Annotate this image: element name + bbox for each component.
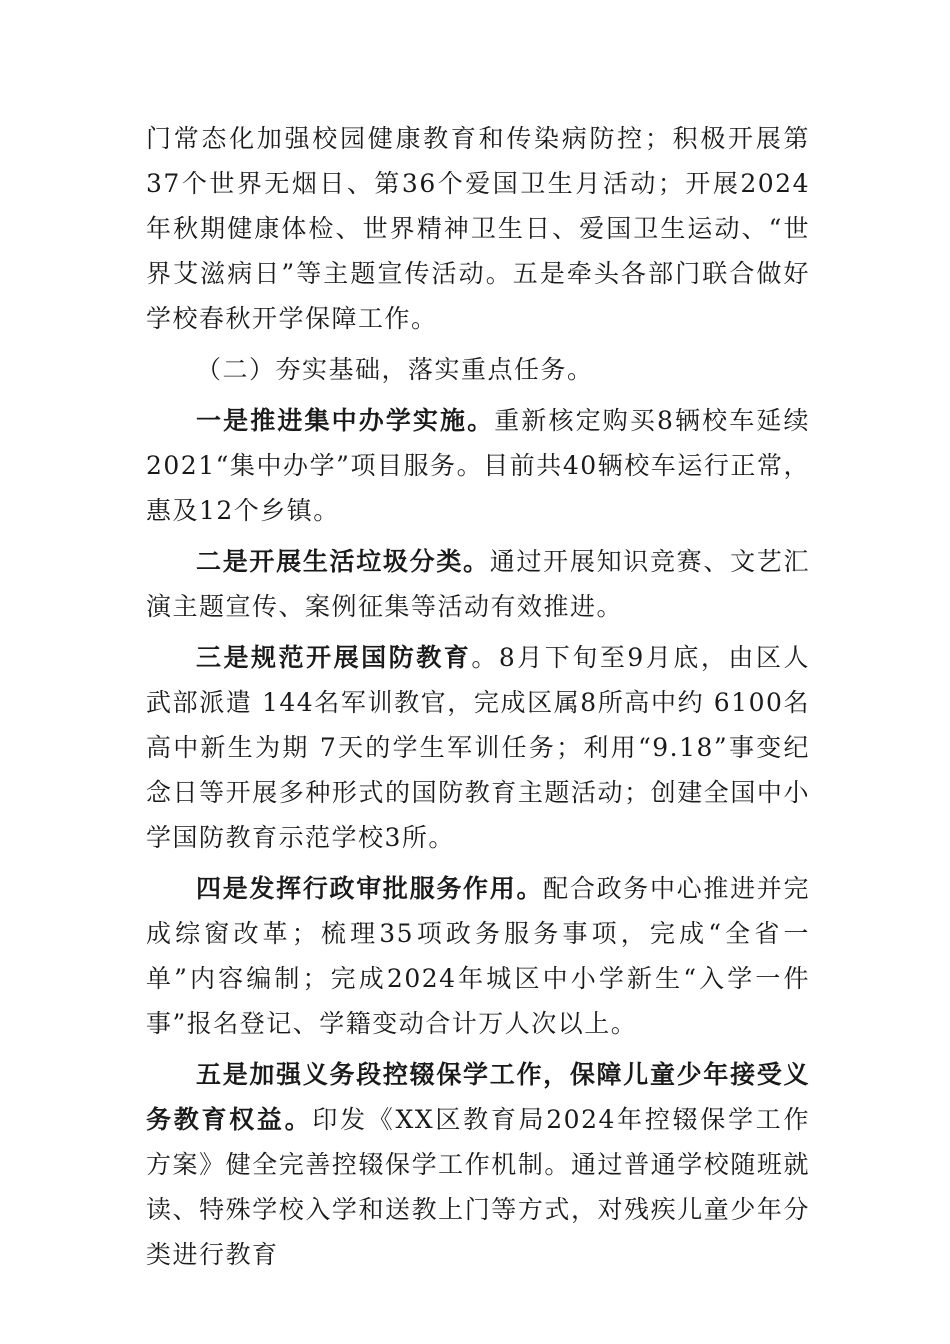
paragraph-text: 。8月下旬至9月底，由区人武部派遣 144名军训教官，完成区属8所高中约 6100名高中新生为期 7天的学生军训任务；利用“9.18”事变纪念日等开展多种形式的国防教育主题活动；创建全国中小学国防教育示范学校3所。	[146, 643, 810, 852]
document-body	[146, 116, 810, 1283]
paragraph-text: 配合政务中心推进并完成综窗改革；梳理35项政务服务事项，完成“全省一单”内容编制；完成2024年城区中小学新生“入学一件事”报名登记、学籍变动合计万人次以上。	[146, 874, 810, 1038]
paragraph-text: 门常态化加强校园健康教育和传染病防控；积极开展第37个世界无烟日、第36个爱国卫生月活动；开展2024年秋期健康体检、世界精神卫生日、爱国卫生运动、“世界艾滋病日”等主题宣传活动。五是牵头各部门联合做好学校春秋开学保障工作。	[146, 124, 810, 333]
paragraph-lead: 四是发挥行政审批服务作用。	[196, 874, 544, 903]
paragraph-defense-education	[146, 635, 810, 860]
paragraph-text: 通过开展知识竞赛、文艺汇演主题宣传、案例征集等活动有效推进。	[146, 547, 810, 621]
paragraph-lead: 一是推进集中办学实施。	[196, 406, 495, 435]
paragraph-text: 重新核定购买8辆校车延续2021“集中办学”项目服务。目前共40辆校车运行正常，惠及12个乡镇。	[146, 406, 810, 525]
paragraph-dropout-control	[146, 1052, 810, 1277]
paragraph-lead: 三是规范开展国防教育	[196, 643, 472, 672]
paragraph-text: 印发《XX区教育局2024年控辍保学工作方案》健全完善控辍保学工作机制。通过普通学校随班就读、特殊学校入学和送教上门等方式，对残疾儿童少年分类进行教育	[146, 1105, 810, 1269]
paragraph-lead: 五是加强义务段控辍保学工作，保障儿童少年接受义务教育权益。	[146, 1060, 810, 1134]
paragraph-health-education	[146, 116, 810, 341]
paragraph-garbage-sorting	[146, 539, 810, 629]
paragraph-centralized-schooling	[146, 398, 810, 533]
paragraph-lead: 二是开展生活垃圾分类。	[196, 547, 490, 576]
section-heading-key-tasks	[146, 347, 810, 392]
paragraph-administrative-approval	[146, 866, 810, 1046]
section-heading-text: （二）夯实基础，落实重点任务。	[196, 355, 594, 384]
